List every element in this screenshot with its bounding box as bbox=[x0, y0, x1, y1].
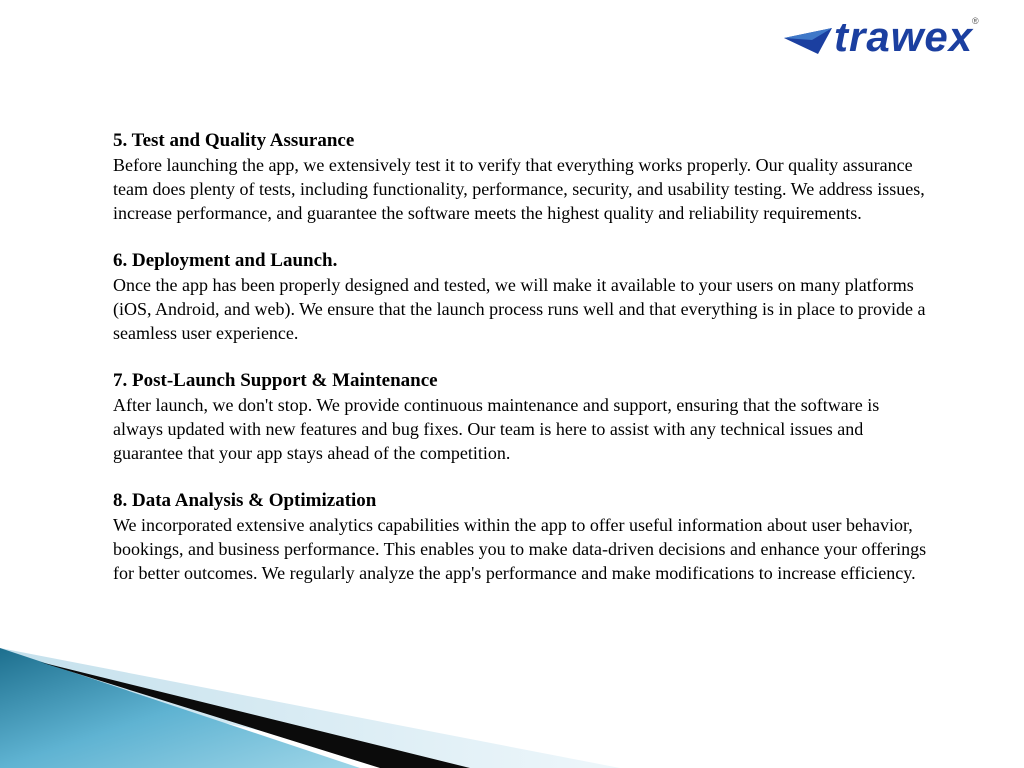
section-title: 6. Deployment and Launch. bbox=[113, 250, 338, 271]
logo-wordmark: trawex bbox=[834, 13, 974, 60]
logo-registered-mark: ® bbox=[972, 16, 979, 26]
logo-arrow-icon bbox=[782, 14, 842, 64]
section-data-analysis bbox=[113, 489, 933, 585]
section-title: 8. Data Analysis & Optimization bbox=[113, 490, 377, 511]
trawex-logo bbox=[782, 14, 1004, 64]
section-body: Before launching the app, we extensively test it to verify that everything works properly. Our quality assurance team does plenty of tests, including functionality, performance, security, and usability testing. We address issues, increase performance, and guarantee the software meets the highest quality and reliability requirements. bbox=[113, 155, 925, 223]
section-deployment bbox=[113, 249, 933, 345]
section-title: 5. Test and Quality Assurance bbox=[113, 130, 355, 151]
section-post-launch bbox=[113, 369, 933, 465]
section-body: After launch, we don't stop. We provide continuous maintenance and support, ensuring that the software is always updated with new features and bug fixes. Our team is here to assist with any technical issues and guarantee that your app stays ahead of the competition. bbox=[113, 395, 880, 463]
section-body: We incorporated extensive analytics capabilities within the app to offer useful information about user behavior, bookings, and business performance. This enables you to make data-driven decisions and enhance your offerings for better outcomes. We regularly analyze the app's performance and make modifications to increase efficiency. bbox=[113, 515, 927, 583]
slide-content bbox=[113, 129, 933, 609]
section-test-quality bbox=[113, 129, 933, 225]
section-body: Once the app has been properly designed and tested, we will make it available to your users on many platforms (iOS, Android, and web). We ensure that the launch process runs well and that everything is in place to provide a seamless user experience. bbox=[113, 275, 926, 343]
decorative-swoosh bbox=[0, 640, 1024, 768]
section-title: 7. Post-Launch Support & Maintenance bbox=[113, 370, 438, 391]
